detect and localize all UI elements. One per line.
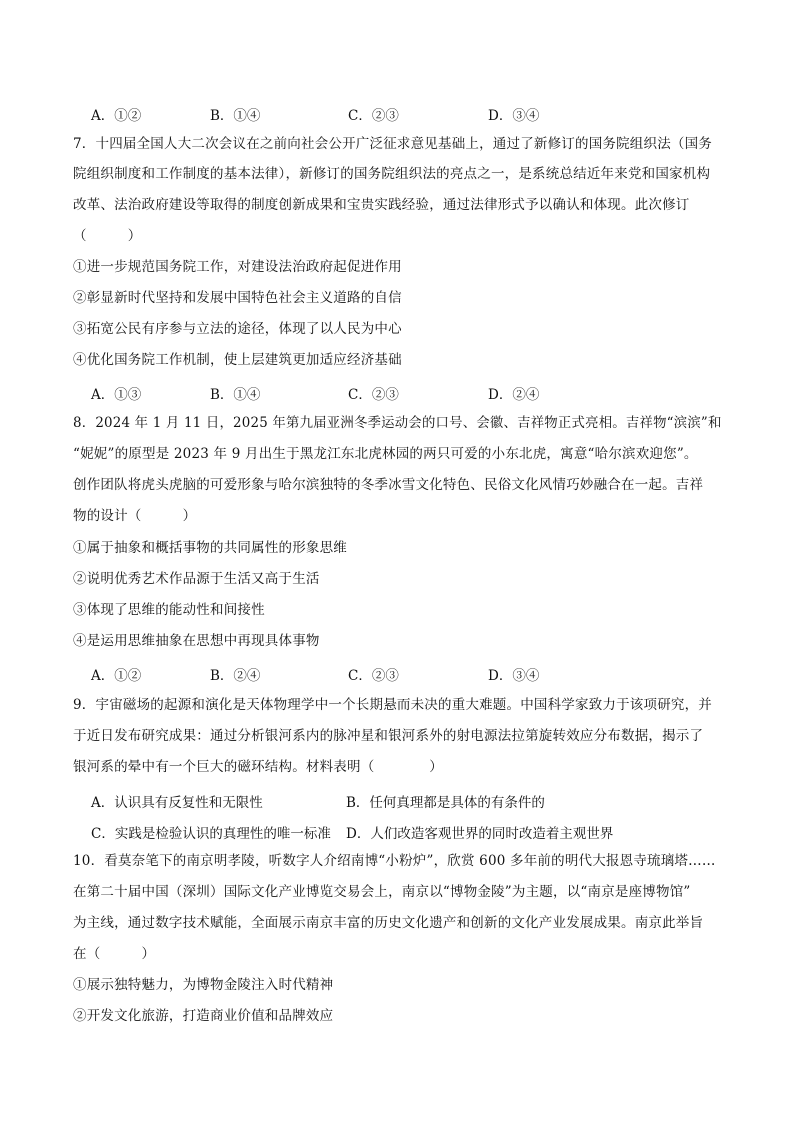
q9-option-d[interactable]: D．人们改造客观世界的同时改造着主观世界 xyxy=(346,826,614,842)
q7-option-c[interactable]: C．②③ xyxy=(348,387,399,403)
q10-statement-1: ①展示独特魅力，为博物金陵注入时代精神 xyxy=(73,977,334,993)
q6-option-d[interactable]: D．③④ xyxy=(488,108,540,124)
q10-stem-line-1: 10．看莫奈笔下的南京明孝陵，听数字人介绍南博“小粉炉”，欣赏 600 多年前的明代大报恩寺琉璃塔…… xyxy=(73,853,716,869)
q10-statement-2: ②开发文化旅游，打造商业价值和品牌效应 xyxy=(73,1008,334,1024)
q10-stem-line-2: 在第二十届中国（深圳）国际文化产业博览交易会上，南京以“博物金陵”为主题，以“南京是座博物馆” xyxy=(73,884,691,900)
q7-stem-line-4: （ ） xyxy=(73,228,142,244)
q9-option-a[interactable]: A．认识具有反复性和无限性 xyxy=(91,795,263,811)
q8-option-c[interactable]: C．②③ xyxy=(348,668,399,684)
q8-option-d[interactable]: D．③④ xyxy=(488,668,540,684)
q8-option-b[interactable]: B．②④ xyxy=(210,668,261,684)
q8-stem-line-4: 物的设计（ ） xyxy=(73,508,197,524)
q9-stem-line-1: 9．宇宙磁场的起源和演化是天体物理学中一个长期悬而未决的重大难题。中国科学家致力于该项研究，并 xyxy=(73,697,712,713)
q7-option-b[interactable]: B．①④ xyxy=(210,387,261,403)
q6-option-b[interactable]: B．①④ xyxy=(210,108,261,124)
q8-options xyxy=(0,664,794,684)
q7-stem-line-2: 院组织制度和工作制度的基本法律），新修订的国务院组织法的亮点之一，是系统总结近年来党和国家机构 xyxy=(73,166,711,182)
q6-option-a[interactable]: A．①② xyxy=(91,108,142,124)
q7-stem-line-1: 7．十四届全国人大二次会议在之前向社会公开广泛征求意见基础上，通过了新修订的国务院组织法（国务 xyxy=(73,136,712,152)
q10-stem-line-3: 为主线，通过数字技术赋能，全面展示南京丰富的历史文化遗产和创新的文化产业发展成果。南京此举旨 xyxy=(73,915,704,931)
q8-statement-3: ③体现了思维的能动性和间接性 xyxy=(73,602,265,618)
q7-options xyxy=(0,383,794,403)
q8-option-a[interactable]: A．①② xyxy=(91,668,142,684)
q6-options xyxy=(0,104,794,124)
q8-statement-4: ④是运用思维抽象在思想中再现具体事物 xyxy=(73,633,320,649)
q8-stem-line-2: “妮妮”的原型是 2023 年 9 月出生于黑龙江东北虎林园的两只可爱的小东北虎，寓意“哈尔滨欢迎您”。 xyxy=(73,446,698,462)
q7-option-d[interactable]: D．②④ xyxy=(488,387,540,403)
q7-stem-line-3: 改革、法治政府建设等取得的制度创新成果和宝贵实践经验，通过法律形式予以确认和体现。此次修订 xyxy=(73,197,690,213)
q8-stem-line-3: 创作团队将虎头虎脑的可爱形象与哈尔滨独特的冬季冰雪文化特色、民俗文化风情巧妙融合在一起。吉祥 xyxy=(73,477,704,493)
q9-stem-line-3: 银河系的晕中有一个巨大的磁环结构。材料表明（ ） xyxy=(73,759,443,775)
q8-statement-1: ①属于抽象和概括事物的共同属性的形象思维 xyxy=(73,540,347,556)
q7-statement-1: ①进一步规范国务院工作，对建设法治政府起促进作用 xyxy=(73,259,402,275)
q6-option-c[interactable]: C．②③ xyxy=(348,108,399,124)
q7-option-a[interactable]: A．①③ xyxy=(91,387,142,403)
q7-statement-4: ④优化国务院工作机制，使上层建筑更加适应经济基础 xyxy=(73,352,402,368)
q7-statement-2: ②彰显新时代坚持和发展中国特色社会主义道路的自信 xyxy=(73,290,402,306)
q8-statement-2: ②说明优秀艺术作品源于生活又高于生活 xyxy=(73,571,320,587)
q9-stem-line-2: 于近日发布研究成果：通过分析银河系内的脉冲星和银河系外的射电源法拉第旋转效应分布数据，揭示了 xyxy=(73,728,704,744)
q10-stem-line-4: 在（ ） xyxy=(73,946,156,962)
q9-options-row-2 xyxy=(0,822,794,842)
q7-statement-3: ③拓宽公民有序参与立法的途径，体现了以人民为中心 xyxy=(73,321,402,337)
q9-option-b[interactable]: B．任何真理都是具体的有条件的 xyxy=(346,795,545,811)
q8-stem-line-1: 8．2024 年 1 月 11 日，2025 年第九届亚洲冬季运动会的口号、会徽、吉祥物正式亮相。吉祥物“滨滨”和 xyxy=(73,415,722,431)
q9-options-row-1 xyxy=(0,791,794,811)
q9-option-c[interactable]: C．实践是检验认识的真理性的唯一标准 xyxy=(91,826,331,842)
